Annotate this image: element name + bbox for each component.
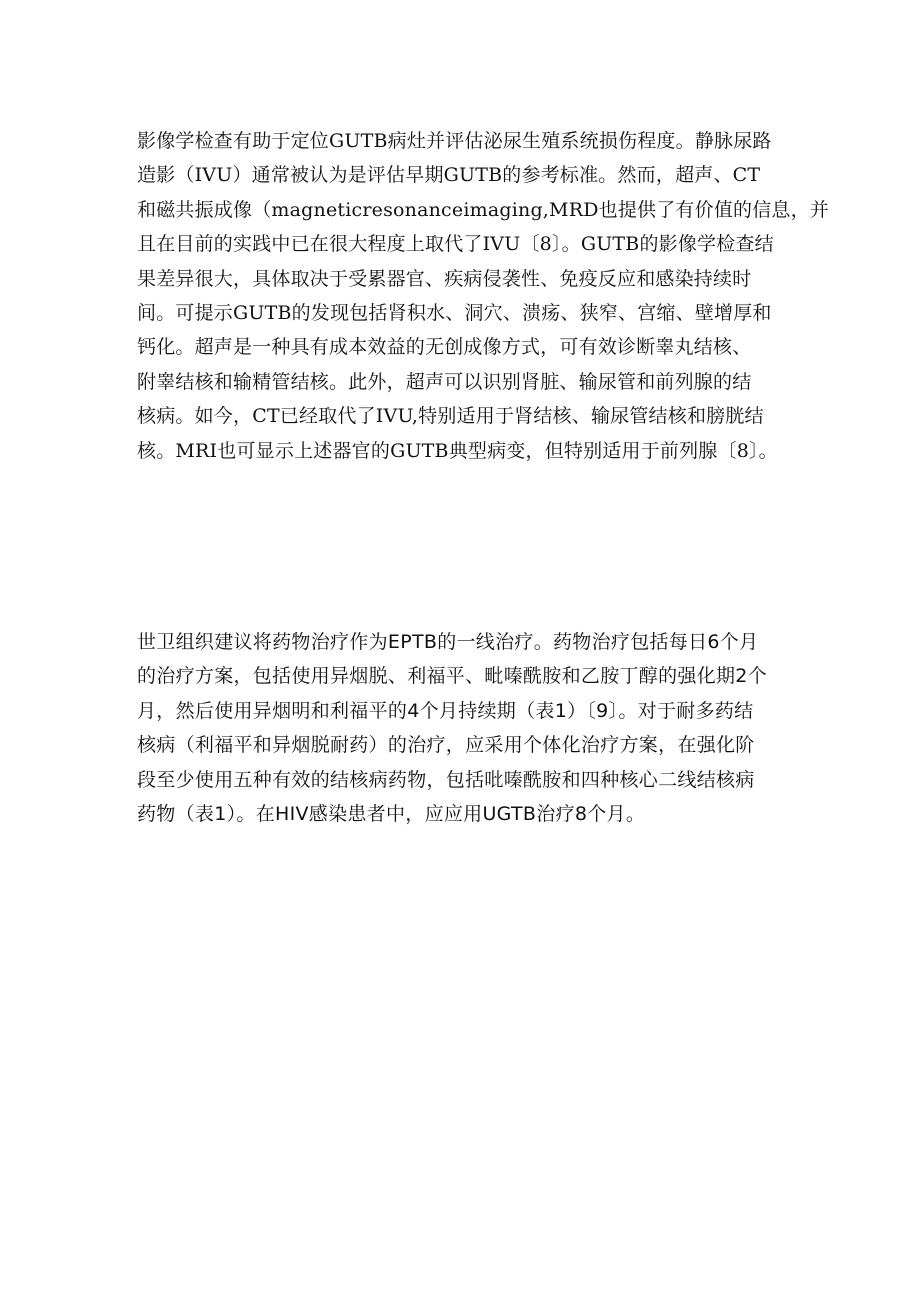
text-line: 药物（表1）。在HIV感染患者中，应应用UGTB治疗8个月。 xyxy=(137,803,646,826)
paragraph-treatment xyxy=(137,625,797,831)
text-line: 核病。如今，CT已经取代了IVU,特别适用于肾结核、输尿管结核和膀胱结 xyxy=(137,405,764,428)
text-line: 和磁共振成像（magneticresonanceimaging,MRD也提供了有价值的信息，并 xyxy=(137,198,830,221)
text-line: 果差异很大，具体取决于受累器官、疾病侵袭性、免疫反应和感染持续时 xyxy=(137,267,752,290)
text-line: 的治疗方案，包括使用异烟脱、利福平、毗嗪酰胺和乙胺丁醇的强化期2个 xyxy=(137,665,767,688)
text-line: 核病（利福平和异烟脱耐药）的治疗，应采用个体化治疗方案，在强化阶 xyxy=(137,734,755,757)
text-line: 影像学检查有助于定位GUTB病灶并评估泌尿生殖系统损伤程度。静脉尿路 xyxy=(137,130,772,152)
text-line: 月，然后使用异烟明和利福平的4个月持续期（表1）〔9〕。对于耐多药结 xyxy=(137,699,754,722)
text-line: 核。MRI也可显示上述器官的GUTB典型病变，但特别适用于前列腺〔8〕。 xyxy=(137,439,778,462)
text-line: 且在目前的实践中已在很大程度上取代了IVU〔8〕。GUTB的影像学检查结 xyxy=(137,233,774,256)
paragraph-imaging xyxy=(137,124,830,468)
text-line: 段至少使用五种有效的结核病药物，包括吡嗪酰胺和四种核心二线结核病 xyxy=(137,768,755,791)
text-line: 间。可提示GUTB的发现包括肾积水、洞穴、溃疡、狭窄、宫缩、壁增厚和 xyxy=(137,302,772,325)
text-line: 附睾结核和输精管结核。此外，超声可以识别肾脏、输尿管和前列腺的结 xyxy=(137,370,752,393)
text-line: 钙化。超声是一种具有成本效益的无创成像方式，可有效诊断睾丸结核、 xyxy=(137,336,752,359)
text-line: 造影（IVU）通常被认为是评估早期GUTB的参考标准。然而，超声、CT xyxy=(137,164,761,187)
text-line: 世卫组织建议将药物治疗作为EPTB的一线治疗。药物治疗包括每日6个月 xyxy=(137,631,759,653)
